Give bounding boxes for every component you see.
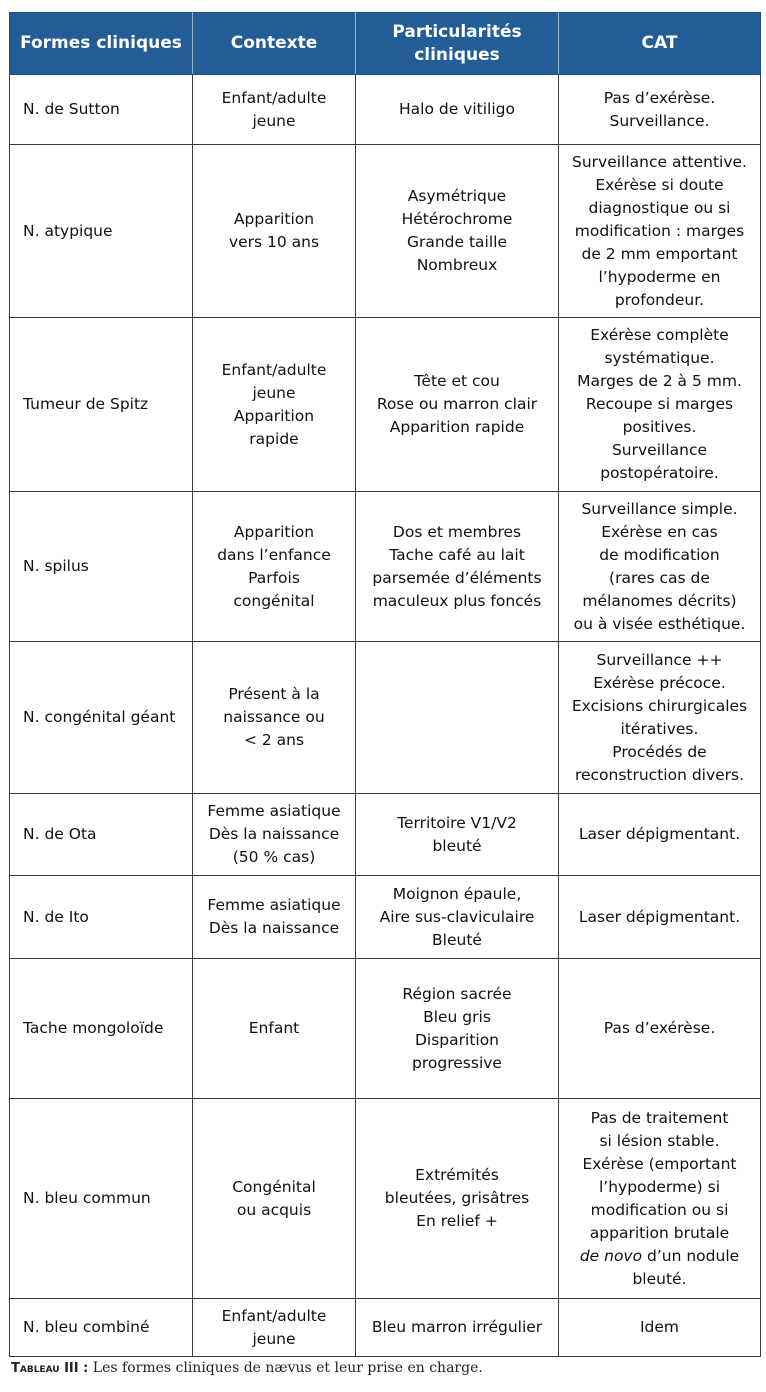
header-row [10, 13, 761, 75]
cell-particularites: Tête et cou Rose ou marron clair Apparition rapide [356, 318, 559, 492]
table-row [10, 794, 761, 876]
caption-label: Tableau III : [11, 1361, 89, 1376]
cell-contexte: Enfant/adulte jeune [193, 75, 356, 145]
cell-particularites [356, 642, 559, 794]
cell-cat: Exérèse complète systématique. Marges de 2 à 5 mm. Recoupe si marges positives. Surveillance postopératoire. [559, 318, 761, 492]
cell-cat: Laser dépigmentant. [559, 876, 761, 959]
table-row [10, 1299, 761, 1357]
cell-cat: Pas de traitement si lésion stable. Exérèse (emportant l’hypoderme) si modification ou si apparition brutale de novo d’un nodule bleuté. [559, 1099, 761, 1299]
cell-contexte: Apparition dans l’enfance Parfois congénital [193, 492, 356, 642]
cell-contexte: Enfant [193, 959, 356, 1099]
cell-particularites: Région sacrée Bleu gris Disparition progressive [356, 959, 559, 1099]
table-row [10, 318, 761, 492]
cell-cat: Surveillance simple. Exérèse en cas de modification (rares cas de mélanomes décrits) ou à visée esthétique. [559, 492, 761, 642]
cell-contexte: Enfant/adulte jeune Apparition rapide [193, 318, 356, 492]
cell-particularites: Moignon épaule, Aire sus-claviculaire Bleuté [356, 876, 559, 959]
cell-cat: Surveillance ++ Exérèse précoce. Excisions chirurgicales itératives. Procédés de reconstruction divers. [559, 642, 761, 794]
header-particularites: Particularités cliniques [356, 13, 559, 75]
table-row [10, 492, 761, 642]
table-row [10, 75, 761, 145]
table-row [10, 876, 761, 959]
caption-text: Les formes cliniques de nævus et leur prise en charge. [88, 1360, 483, 1376]
cell-cat: Idem [559, 1299, 761, 1357]
cell-forme: N. bleu combiné [10, 1299, 193, 1357]
table-row [10, 1099, 761, 1299]
italic-de-novo: de novo [579, 1246, 643, 1265]
cell-cat: Surveillance attentive. Exérèse si doute diagnostique ou si modification : marges de 2 mm emportant l’hypoderme en profondeur. [559, 145, 761, 318]
cell-cat: Pas d’exérèse. [559, 959, 761, 1099]
clinical-forms-table [9, 12, 761, 1357]
cell-forme: N. atypique [10, 145, 193, 318]
cell-forme: N. congénital géant [10, 642, 193, 794]
cell-forme: N. spilus [10, 492, 193, 642]
table-caption [11, 1360, 483, 1376]
table-row [10, 642, 761, 794]
table-row [10, 145, 761, 318]
cell-particularites: Asymétrique Hétérochrome Grande taille Nombreux [356, 145, 559, 318]
cell-forme: N. de Sutton [10, 75, 193, 145]
cell-particularites: Halo de vitiligo [356, 75, 559, 145]
cell-forme: N. de Ota [10, 794, 193, 876]
cell-contexte: Congénital ou acquis [193, 1099, 356, 1299]
cell-forme: N. bleu commun [10, 1099, 193, 1299]
cell-forme: Tumeur de Spitz [10, 318, 193, 492]
header-formes-cliniques: Formes cliniques [10, 13, 193, 75]
cell-contexte: Enfant/adulte jeune [193, 1299, 356, 1357]
cell-cat: Laser dépigmentant. [559, 794, 761, 876]
cell-contexte: Femme asiatique Dès la naissance [193, 876, 356, 959]
cell-forme: N. de Ito [10, 876, 193, 959]
cell-particularites: Extrémités bleutées, grisâtres En relief + [356, 1099, 559, 1299]
table-row [10, 959, 761, 1099]
header-contexte: Contexte [193, 13, 356, 75]
header-cat: CAT [559, 13, 761, 75]
cell-forme: Tache mongoloïde [10, 959, 193, 1099]
cell-contexte: Femme asiatique Dès la naissance (50 % cas) [193, 794, 356, 876]
cell-contexte: Présent à la naissance ou < 2 ans [193, 642, 356, 794]
cell-contexte: Apparition vers 10 ans [193, 145, 356, 318]
cell-cat: Pas d’exérèse. Surveillance. [559, 75, 761, 145]
cell-particularites: Dos et membres Tache café au lait parsemée d’éléments maculeux plus foncés [356, 492, 559, 642]
cell-particularites: Territoire V1/V2 bleuté [356, 794, 559, 876]
cell-particularites: Bleu marron irrégulier [356, 1299, 559, 1357]
